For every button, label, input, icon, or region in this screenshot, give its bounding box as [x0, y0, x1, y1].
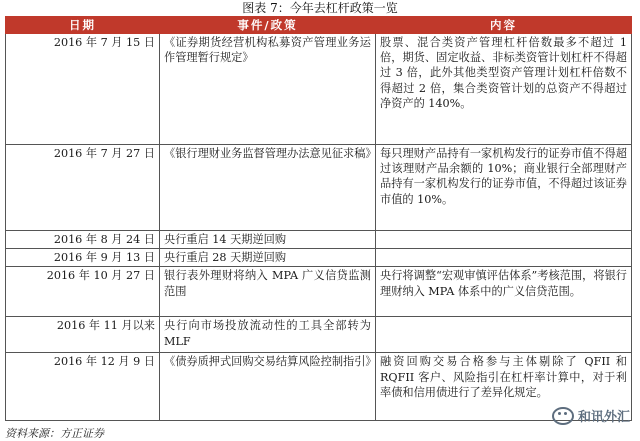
- row-content: [376, 249, 632, 267]
- header-event: 事件/政策: [160, 17, 376, 34]
- policy-table: [5, 16, 632, 421]
- row-event: 《银行理财业务监督管理办法意见征求稿》: [160, 145, 376, 231]
- row-date: 2016 年 9 月 13 日: [6, 249, 160, 267]
- table-row: [6, 145, 632, 231]
- watermark-text: 和讯外汇: [577, 410, 630, 425]
- table-row: [6, 267, 632, 317]
- row-content: 股票、混合类资产管理杠杆倍数最多不超过 1 倍，期货、固定收益、非标类资管计划杠杆不得超过 3 倍，此外其他类型资产管理计划杠杆倍数不得超过 2 倍，集合类资管计划的总资产不得超过净资产的 140%。: [376, 34, 632, 145]
- row-event: 央行重启 14 天期逆回购: [160, 231, 376, 249]
- row-event: 央行重启 28 天期逆回购: [160, 249, 376, 267]
- row-date: 2016 年 10 月 27 日: [6, 267, 160, 317]
- figure-title: 图表 7：今年去杠杆政策一览: [242, 1, 398, 15]
- row-event: 银行表外理财将纳入 MPA 广义信贷监测范围: [160, 267, 376, 317]
- row-event: 《证券期货经营机构私募资产管理业务运作管理暂行规定》: [160, 34, 376, 145]
- table-row: [6, 34, 632, 145]
- table-row: [6, 317, 632, 353]
- row-content: 每只理财产品持有一家机构发行的证券市值不得超过该理财产品余额的 10%；商业银行全部理财产品持有一家机构发行的证券市值，不得超过该证券市值的 10%。: [376, 145, 632, 231]
- row-content: 央行将调整“宏观审慎评估体系”考核范围，将银行理财纳入 MPA 体系中的广义信贷范围。: [376, 267, 632, 317]
- source-note: 资料来源：方正证券: [5, 427, 104, 440]
- header-content: 内容: [376, 17, 632, 34]
- row-content: [376, 317, 632, 353]
- header-date: 日期: [6, 17, 160, 34]
- table-header-row: [6, 17, 632, 34]
- table-row: [6, 353, 632, 421]
- wechat-icon: [552, 407, 574, 425]
- row-date: 2016 年 7 月 15 日: [6, 34, 160, 145]
- row-date: 2016 年 12 月 9 日: [6, 353, 160, 421]
- row-content: 融资回购交易合格参与主体剔除了 QFII 和 RQFII 客户、风险指引在杠杆率计算中，对于利率债和信用债进行了差异化规定。: [376, 353, 632, 421]
- row-event: 《债券质押式回购交易结算风险控制指引》: [160, 353, 376, 421]
- row-content: [376, 231, 632, 249]
- row-date: 2016 年 11 月以来: [6, 317, 160, 353]
- table-row: [6, 231, 632, 249]
- row-event: 央行向市场投放流动性的工具全部转为 MLF: [160, 317, 376, 353]
- table-row: [6, 249, 632, 267]
- row-date: 2016 年 7 月 27 日: [6, 145, 160, 231]
- watermark: [552, 406, 630, 425]
- row-date: 2016 年 8 月 24 日: [6, 231, 160, 249]
